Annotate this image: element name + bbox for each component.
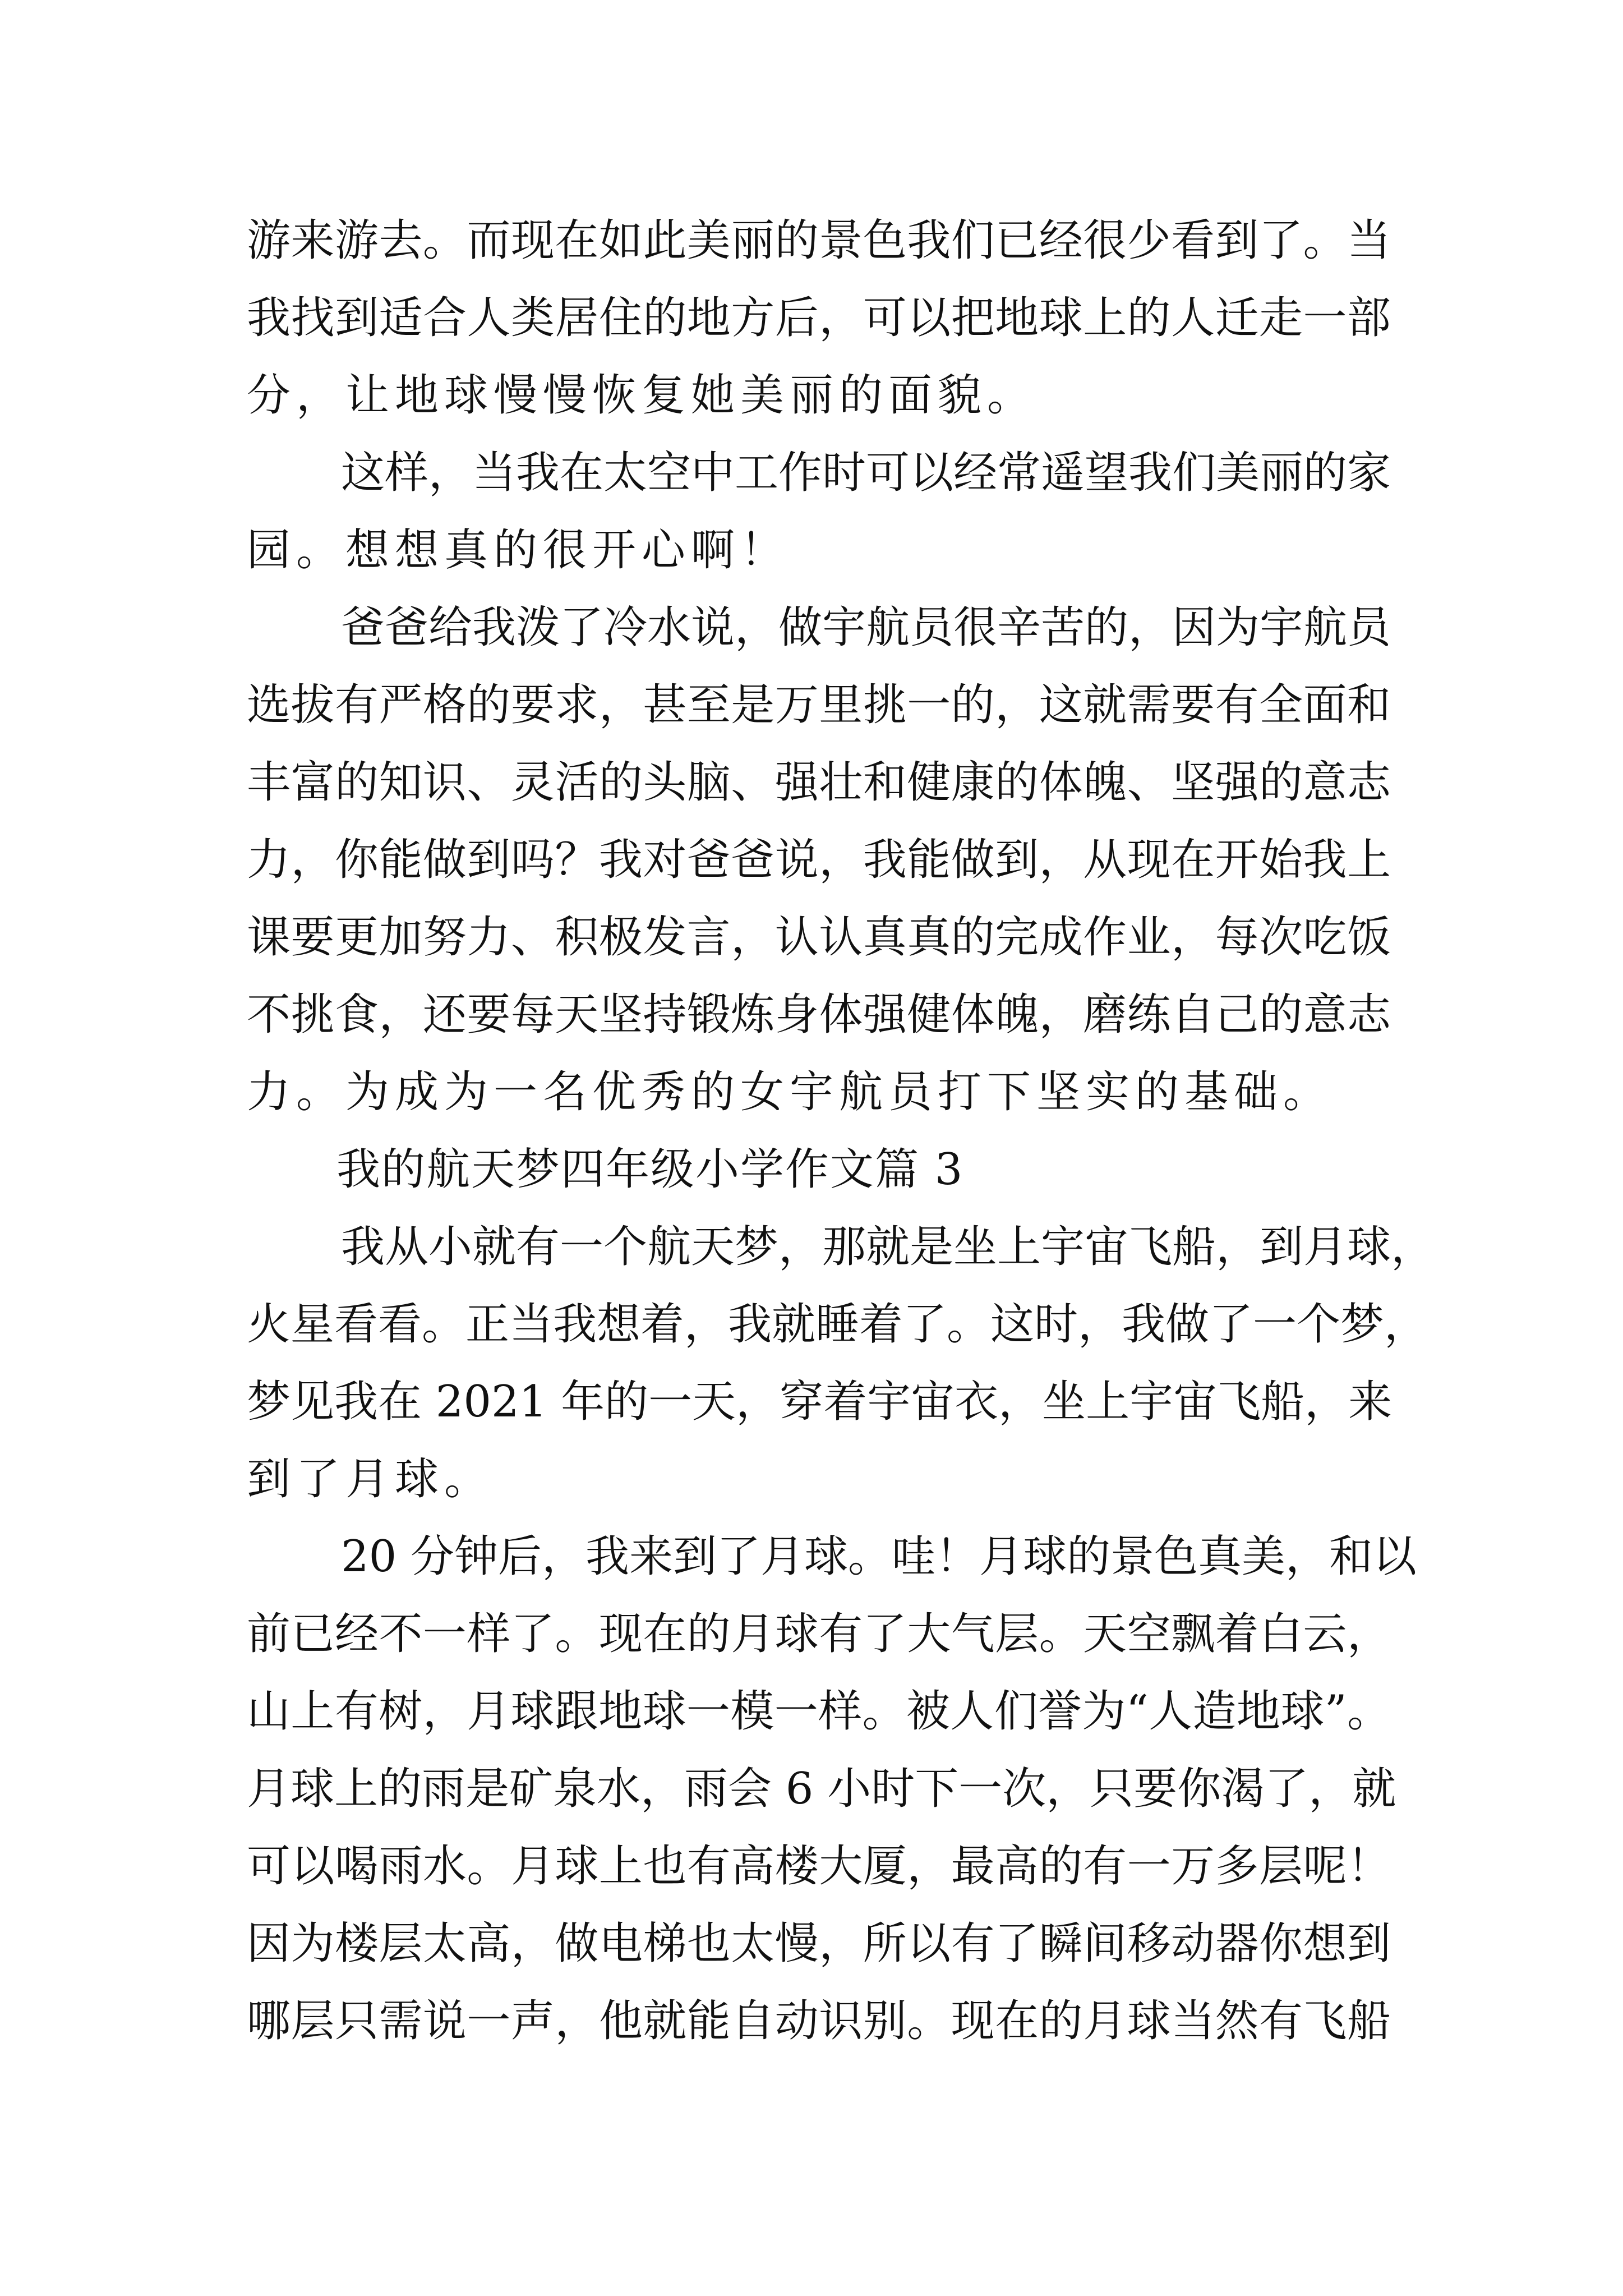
text-line: 丰富的知识、灵活的头脑、强壮和健康的体魄、坚强的意志 [247,757,1391,808]
text-line: 课要更加努力、积极发言，认认真真的完成作业，每次吃饭 [247,912,1391,963]
text-line: 前已经不一样了。现在的月球有了大气层。天空飘着白云， [247,1609,1391,1659]
text-line: 山上有树，月球跟地球一模一样。被人们誉为“人造地球”。 [247,1686,1391,1737]
paragraph-start-line: 20 分钟后，我来到了月球。哇！月球的景色真美，和以 [341,1531,1417,1582]
text-line: 我找到适合人类居住的地方后，可以把地球上的人迁走一部 [247,293,1391,343]
essay-body [247,202,1435,2060]
text-line: 月球上的雨是矿泉水，雨会 6 小时下一次，只要你渴了，就 [247,1764,1396,1814]
text-line: 园。想想真的很开心啊！ [247,525,790,576]
section-heading: 我的航天梦四年级小学作文篇 3 [336,1144,964,1195]
text-line: 哪层只需说一声，他就能自动识别。现在的月球当然有飞船 [247,1996,1391,2046]
text-line: 选拔有严格的要求，甚至是万里挑一的，这就需要有全面和 [247,680,1391,730]
text-line: 到了月球。 [247,1454,494,1504]
text-line: 可以喝雨水。月球上也有高楼大厦，最高的有一万多层呢！ [247,1841,1391,1892]
paragraph-start-line: 这样，当我在太空中工作时可以经常遥望我们美丽的家 [341,448,1391,498]
text-line: 力。为成为一名优秀的女宇航员打下坚实的基础。 [247,1067,1333,1117]
text-line: 梦见我在 2021 年的一天，穿着宇宙衣，坐上宇宙飞船，来 [247,1377,1393,1427]
paragraph-start-line: 我从小就有一个航天梦，那就是坐上宇宙飞船，到月球， [341,1222,1435,1272]
text-line: 火星看看。正当我想着，我就睡着了。这时，我做了一个梦， [247,1299,1428,1350]
text-line: 分，让地球慢慢恢复她美丽的面貌。 [247,370,1037,421]
text-line: 因为楼层太高，做电梯也太慢，所以有了瞬间移动器你想到 [247,1918,1391,1969]
text-line: 游来游去。而现在如此美丽的景色我们已经很少看到了。当 [247,215,1391,266]
text-line: 不挑食，还要每天坚持锻炼身体强健体魄，磨练自己的意志 [247,990,1391,1040]
paragraph-start-line: 爸爸给我泼了冷水说，做宇航员很辛苦的，因为宇航员 [341,602,1391,653]
text-line: 力，你能做到吗？我对爸爸说，我能做到，从现在开始我上 [247,835,1391,885]
